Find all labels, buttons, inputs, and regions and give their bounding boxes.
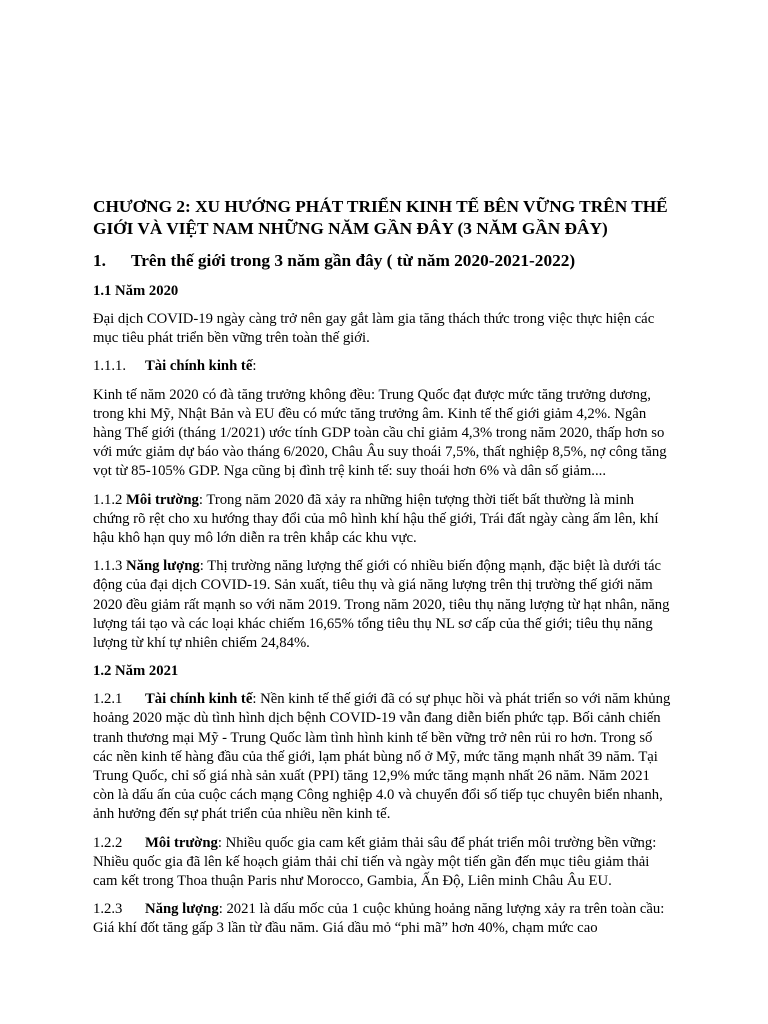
paragraph-1-2-2 [93,834,673,892]
item-number: 1.2.2 [93,834,123,851]
item-label: Năng lượng [126,558,200,575]
item-label: Tài chính kinh tế [145,358,253,375]
item-number: 1.2.3 [93,901,123,918]
paragraph-1-2-1 [93,690,673,824]
document-body [93,196,673,948]
paragraph-1-2-3 [93,900,673,938]
item-body: : Thị trường năng lượng thế giới có nhiều biến động mạnh, đặc biệt là dưới tác động của đại dịch COVID-19. Sản xuất, tiêu thụ và giá năng lượng trên thị trường thế giới năm 2020 đều giảm rất mạnh so với năm 2019. Trong năm 2020, tiêu thụ năng lượng từ hạt nhân, năng lượng tái tạo và các loại khác chiếm 16,65% tổng tiêu thụ NL sơ cấp của thế giới; tiêu thụ năng lượng từ khí tự nhiên chiếm 24,84%. [93,558,670,652]
section-heading-1 [93,250,673,272]
subsection-heading-2020: 1.1 Năm 2020 [93,283,179,299]
chapter-title: CHƯƠNG 2: XU HƯỚNG PHÁT TRIỂN KINH TẾ BÊN VỮNG TRÊN THẾ GIỚI VÀ VIỆT NAM NHỮNG NĂM GẦN ĐÂY (3 NĂM GẦN ĐÂY) [93,197,668,238]
section-number: 1. [93,251,106,270]
paragraph-1-1-2 [93,491,673,549]
item-body: : Trong năm 2020 đã xảy ra những hiện tượng thời tiết bất thường là minh chứng rõ rệt cho xu hướng thay đổi của mô hình khí hậu thế giới, Trái đất ngày càng ấm lên, khí hậu khô hạn quy mô lớn diễn ra trên khắp các khu vực. [93,491,659,547]
item-label: Tài chính kinh tế [145,691,253,708]
item-body: : Nhiều quốc gia cam kết giảm thải sâu để phát triển môi trường bền vững: Nhiều quốc gia đã lên kế hoạch giảm thải chỉ tiến và ngày một tiến gần đến mục tiêu giảm thải cam kết trong Thoa thuận Paris như Morocco, Gambia, Ấn Độ, Liên minh Châu Âu EU. [93,834,657,890]
paragraph-1-1-1: Kinh tế năm 2020 có đà tăng trưởng không đều: Trung Quốc đạt được mức tăng trưởng dương, trong khi Mỹ, Nhật Bản và EU đều có mức tăng trưởng âm. Kinh tế thế giới giảm 4,2%. Ngân hàng Thế giới (tháng 1/2021) ước tính GDP toàn cầu chỉ giảm 4,3% trong năm 2020, thấp hơn so với mức giảm dự báo vào tháng 6/2020, Châu Âu suy thoái 7,5%, thất nghiệp 8,5%, nợ công tăng vọt từ 85-105% GDP. Nga cũng bị đình trệ kinh tế: suy thoái hơn 6% và dân số giảm.... [93,386,667,480]
item-label: Môi trường [145,834,218,851]
heading-1-1-1 [93,357,673,376]
paragraph-1-1-3 [93,557,673,653]
item-label: Năng lượng [145,901,219,918]
item-number: 1.2.1 [93,691,123,708]
section-title: Trên thế giới trong 3 năm gần đây ( từ năm 2020-2021-2022) [131,251,576,270]
item-number: 1.1.1. [93,358,127,375]
item-number: 1.1.3 [93,558,123,575]
item-colon: : [252,358,257,375]
item-body: : 2021 là dấu mốc của 1 cuộc khủng hoảng năng lượng xảy ra trên toàn cầu: Giá khí đốt tăng gấp 3 lần từ đầu năm. Giá dầu mỏ “phi mã” hơn 40%, chạm mức cao [93,901,665,937]
item-label: Môi trường [126,491,199,508]
item-number: 1.1.2 [93,491,123,508]
paragraph-intro: Đại dịch COVID-19 ngày càng trở nên gay gắt làm gia tăng thách thức trong việc thực hiện các mục tiêu phát triển bền vững trên toàn thế giới. [93,311,655,347]
item-body: : Nền kinh tế thế giới đã có sự phục hồi và phát triển so với năm khủng hoảng 2020 mặc dù tình hình dịch bệnh COVID-19 vẫn đang diễn biến phức tạp. Bối cảnh chiến tranh thương mại Mỹ - Trung Quốc làm tình hình kinh tế bền vững trở nên rủi ro hơn. Trong số các nền kinh tế hàng đầu của thế giới, lạm phát bùng nổ ở Mỹ, mức tăng mạnh nhất 39 năm. Tại Trung Quốc, chỉ số giá nhà sản xuất (PPI) tăng 12,9% mức tăng mạnh nhất 26 năm. Năm 2021 còn là dấu ấn của cuộc cách mạng Công nghiệp 4.0 và chuyển đổi số tiếp tục chuyên biển nhanh, ảnh hưởng đến sự phát triển của nhiều nền kinh tế. [93,691,671,823]
subsection-heading-2021: 1.2 Năm 2021 [93,663,179,680]
